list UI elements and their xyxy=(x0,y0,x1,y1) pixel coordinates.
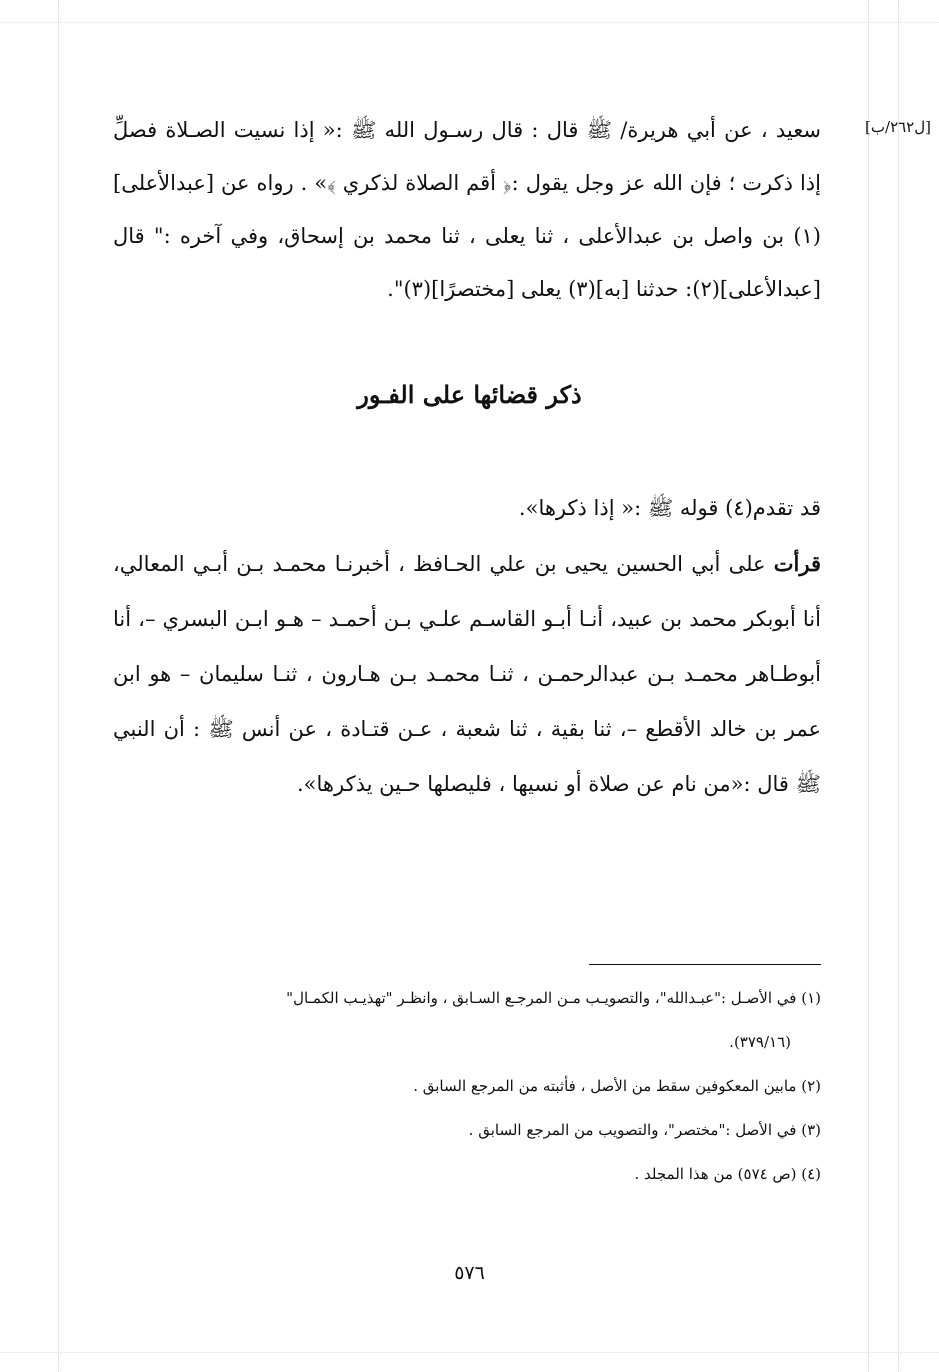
footnote-4: (٤) (ص ٥٧٤) من هذا المجلد . xyxy=(634,1165,821,1183)
paragraph-lead-word: قرأت xyxy=(773,551,821,576)
page-number: ٥٧٦ xyxy=(454,1262,485,1284)
paragraph-hadith xyxy=(113,536,821,812)
section-heading: ذكر قضائها على الفـور xyxy=(357,380,582,409)
paragraph-reference: قد تقدم(٤) قوله ﷺ :« إذا ذكرها». xyxy=(518,496,821,520)
footnote-2: (٢) مابين المعكوفين سقط من الأصل ، فأثبته من المرجع السابق . xyxy=(413,1077,821,1095)
scan-guide xyxy=(58,0,59,1372)
paragraph-continuation: سعيد ، عن أبي هريرة/ ﷺ قال : قال رسـول الله ﷺ :« إذا نسيت الصـلاة فصلِّ إذا ذكرت ؛ فإن الله عز وجل يقول :﴿ أقم الصلاة لذكري ﴾» . رواه عن [عبدالأعلى](١) بن واصل بن عبدالأعلى ، ثنا يعلى ، ثنا محمد بن إسحاق، وفي آخره :" قال [عبدالأعلى](٢): حدثنا [به](٣) يعلى [مختصرًا](٣)". xyxy=(113,118,821,301)
paragraph-body: على أبي الحسين يحيى بن علي الحـافظ ، أخبرنـا محمـد بـن أبـي المعالي، أنا أبوبكر محمد بن عبيد، أنـا أبـو القاسـم علـي بـن أحمـد – هـو ابـن البسري –، أنا أبوطـاهر محمـد بـن عبدالرحمـن ، ثنـا محمـد بـن هـارون ، ثنـا سليمان – هو ابن عمر بن خالد الأقطع –، ثنا بقية ، ثنا شعبة ، عـن قتـادة ، عن أنس ﷺ : أن النبي ﷺ قال :«من نام عن صلاة أو نسيها ، فليصلها حـين يذكرها». xyxy=(113,552,821,796)
scan-guide xyxy=(868,0,869,1372)
footnote-1: (١) في الأصـل :"عبـدالله"، والتصويـب مـن المرجـع السـابق ، وانظـر "تهذيـب الكمـال" xyxy=(286,989,821,1007)
scan-guide xyxy=(0,1352,939,1353)
footnote-separator xyxy=(589,964,821,965)
footnotes xyxy=(113,980,821,1200)
scan-guide xyxy=(898,0,899,1372)
scan-guide xyxy=(0,22,939,23)
footnote-1-continuation: (٣٧٩/١٦). xyxy=(729,1033,791,1051)
footnote-3: (٣) في الأصل :"مختصر"، والتصويب من المرجع السابق . xyxy=(468,1121,821,1139)
margin-reference: [ل٢٦٢/ب] xyxy=(865,118,931,136)
